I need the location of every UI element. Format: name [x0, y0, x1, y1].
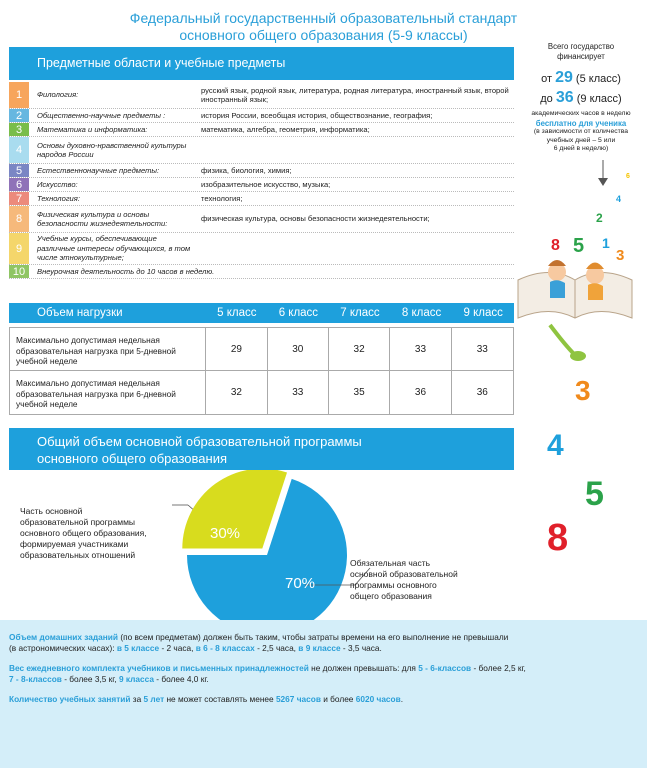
subject-area: Физическая культура и основы безопасности жизнедеятельности:	[37, 209, 168, 228]
subjects-header: Предметные области и учебные предметы	[9, 47, 514, 80]
decorative-digit: 3	[575, 375, 591, 406]
info-text: - 3,5 часа.	[340, 643, 382, 653]
subject-area: Основы духовно-нравственной культуры народов России	[37, 140, 187, 159]
pie-right-label-line: общего образования	[350, 591, 432, 601]
subject-row-number: 1	[9, 82, 29, 108]
info-text: за	[130, 694, 144, 704]
subject-row-number: 7	[9, 192, 29, 205]
info-text: - более 2,5 кг,	[471, 663, 526, 673]
decorative-digit: 5	[585, 475, 604, 513]
finance-from	[520, 69, 642, 86]
subject-area: Естественнонаучные предметы:	[37, 165, 160, 175]
subject-area: Общественно-научные предметы :	[37, 110, 166, 120]
load-table-header	[9, 303, 514, 323]
info-highlight: 7 - 8-классов	[9, 674, 62, 684]
load-cell: 32	[206, 371, 267, 414]
finance-note: (в зависимости от количества	[533, 128, 629, 135]
pie-right-label	[350, 558, 490, 602]
load-cell: 29	[206, 328, 267, 370]
load-col-header: 9 класс	[463, 307, 503, 319]
info-highlight: 5267 часов	[275, 694, 321, 704]
info-text: - более 4,0 кг.	[153, 674, 209, 684]
finance-from-suffix: (5 класс)	[575, 73, 621, 85]
subject-list: изобразительное искусство, музыка;	[201, 179, 331, 189]
info-text: - 2,5 часа,	[254, 643, 299, 653]
finance-note: 6 дней в неделю)	[553, 145, 609, 152]
load-row-label: Максимально допустимая недельная образовательная нагрузка при 5-дневной учебной неделе	[10, 328, 206, 370]
pie-right-label-line: основной образовательной	[350, 569, 458, 579]
subjects-table	[9, 82, 514, 279]
decorative-digit: 4	[616, 194, 622, 204]
info-highlight: 6020 часов	[355, 694, 401, 704]
decorative-digit: 6	[626, 173, 630, 180]
pie-left-label-line: основного общего образования,	[20, 528, 147, 538]
subject-row	[9, 206, 514, 233]
load-cell: 30	[268, 328, 329, 370]
title-line-1: Федеральный государственный образовательный стандарт	[129, 10, 518, 26]
info-text: .	[400, 694, 404, 704]
finance-line: Всего государство	[547, 42, 615, 51]
load-col-header: 8 класс	[401, 307, 442, 319]
load-cell: 33	[390, 328, 451, 370]
info-text: не должен превышать: для	[308, 663, 419, 673]
child-body-icon	[588, 283, 603, 300]
pie-left-label-line: образовательной программы	[20, 517, 136, 527]
subject-list: физическая культура, основы безопасности жизнедеятельности;	[201, 214, 430, 224]
pie-right-label-line: Обязательная часть	[350, 558, 431, 568]
finance-line: финансирует	[557, 51, 605, 61]
decorative-digit: 3	[616, 247, 625, 264]
pie-label-70: 70%	[284, 575, 316, 592]
subject-row	[9, 137, 514, 164]
info-text: не может составлять менее	[164, 694, 276, 704]
finance-to-prefix: до	[540, 92, 553, 105]
info-highlight: 5 - 6-классов	[418, 663, 472, 673]
child-hair-icon	[548, 260, 566, 266]
subject-area: Технология:	[37, 193, 80, 203]
finance-to-number: 36	[555, 88, 574, 106]
subject-area: Учебные курсы, обеспечивающие различные интересы обучающихся, в том числе этнокультурные;	[37, 234, 191, 263]
volume-header-line-2: основного общего образования	[37, 451, 228, 466]
load-row-label: Максимально допустимая недельная образовательная нагрузка при 6-дневной учебной неделе	[10, 371, 206, 414]
decorative-digit: 8	[547, 517, 569, 559]
child-hair-icon	[586, 263, 604, 270]
load-cell: 36	[390, 371, 451, 414]
decorative-digit: 1	[602, 235, 610, 251]
info-highlight: в 9 классе	[298, 643, 341, 653]
subject-row-number: 6	[9, 178, 29, 191]
info-text: - более 3,5 кг,	[61, 674, 119, 684]
load-row	[9, 371, 514, 415]
info-highlight: в 6 - 8 классах	[195, 643, 255, 653]
load-cell: 32	[329, 328, 390, 370]
leaf-icon	[570, 351, 586, 361]
pie-left-label	[20, 506, 185, 561]
subject-list: русский язык, родной язык, литература, родная литература, иностранный язык, второй иностранный язык;	[201, 85, 509, 104]
subject-row	[9, 178, 514, 192]
pie-right-label-line: программы основного	[350, 580, 437, 590]
homework-info	[9, 632, 638, 654]
title-line-2: основного общего образования (5-9 классы)	[179, 27, 468, 43]
decorative-digit: 5	[573, 235, 585, 257]
decorative-illustration	[510, 150, 647, 620]
subject-area: Филология:	[37, 90, 79, 100]
load-cell: 33	[476, 343, 488, 355]
pie-left-label-line: формируемая участниками	[20, 539, 129, 549]
subject-list: физика, биология, химия;	[201, 165, 292, 175]
subject-row-number: 8	[9, 206, 29, 232]
subject-area: Математика и информатика:	[37, 124, 148, 134]
info-highlight: Количество учебных занятий	[9, 694, 131, 704]
subject-row	[9, 192, 514, 206]
info-text: - 2 часа,	[159, 643, 196, 653]
load-row	[9, 327, 514, 371]
info-text: (в астрономических часах):	[9, 643, 117, 653]
load-cell: 33	[268, 371, 329, 414]
info-highlight: Объем домашних заданий	[9, 632, 119, 642]
subject-row	[9, 82, 514, 109]
info-text: (по всем предметам) должен быть таким, чтобы затраты времени на его выполнение не превышали	[118, 632, 509, 642]
subject-row	[9, 265, 514, 279]
finance-info	[520, 42, 642, 154]
page-title	[0, 10, 647, 44]
pie-left-label-line: образовательных отношений	[20, 550, 136, 560]
subject-row-number: 3	[9, 123, 29, 136]
subject-row	[9, 233, 514, 265]
decorative-digit: 4	[547, 429, 564, 462]
load-header-label: Объем нагрузки	[37, 307, 123, 319]
info-highlight: 5 лет	[143, 694, 165, 704]
subject-row-number: 10	[9, 265, 29, 278]
decorative-digit: 8	[551, 237, 560, 254]
load-cell: 36	[476, 387, 488, 398]
subject-list	[197, 137, 514, 163]
info-text: и более	[320, 694, 356, 704]
weight-info	[9, 663, 638, 685]
finance-to	[520, 88, 642, 106]
subject-row	[9, 123, 514, 137]
subject-list	[197, 233, 514, 264]
volume-header	[9, 428, 514, 470]
leaf-stem-icon	[550, 325, 575, 355]
load-col-header: 5 класс	[217, 307, 257, 319]
subject-row-note: Внеурочная деятельность до 10 часов в неделю.	[37, 267, 215, 276]
load-cell: 35	[329, 371, 390, 414]
finance-note: академических часов в неделю	[531, 110, 631, 117]
finance-to-suffix: (9 класс)	[576, 92, 622, 105]
subject-row-number: 9	[9, 233, 29, 264]
subject-list: история России, всеобщая история, обществознание, география;	[201, 110, 433, 120]
finance-from-number: 29	[555, 69, 573, 86]
lessons-info	[9, 694, 638, 705]
subject-row-number: 2	[9, 109, 29, 122]
subject-area: Искусство:	[37, 179, 78, 189]
info-highlight: Вес ежедневного комплекта учебников и письменных принадлежностей	[9, 663, 309, 673]
subject-row	[9, 164, 514, 178]
load-col-header: 6 класс	[278, 307, 319, 319]
finance-from-prefix: от	[541, 73, 552, 85]
arrow-down-icon	[598, 178, 608, 186]
child-body-icon	[550, 280, 565, 298]
load-col-header: 7 класс	[340, 307, 380, 319]
decorative-digit: 2	[596, 211, 603, 225]
info-highlight: в 5 классе	[116, 643, 160, 653]
volume-header-line-1: Общий объем основной образовательной программы	[37, 434, 362, 449]
subject-row-number: 4	[9, 137, 29, 163]
pie-label-30: 30%	[209, 525, 241, 542]
finance-note: учебных дней – 5 или	[546, 136, 616, 144]
subject-row-number: 5	[9, 164, 29, 177]
subject-list: технология;	[201, 193, 243, 203]
pie-left-label-line: Часть основной	[20, 506, 83, 516]
info-panel	[0, 620, 647, 768]
finance-free-note: бесплатно для ученика	[535, 118, 627, 128]
subject-list: математика, алгебра, геометрия, информатика;	[201, 124, 370, 134]
subject-row	[9, 109, 514, 123]
info-highlight: 9 класса	[118, 674, 154, 684]
